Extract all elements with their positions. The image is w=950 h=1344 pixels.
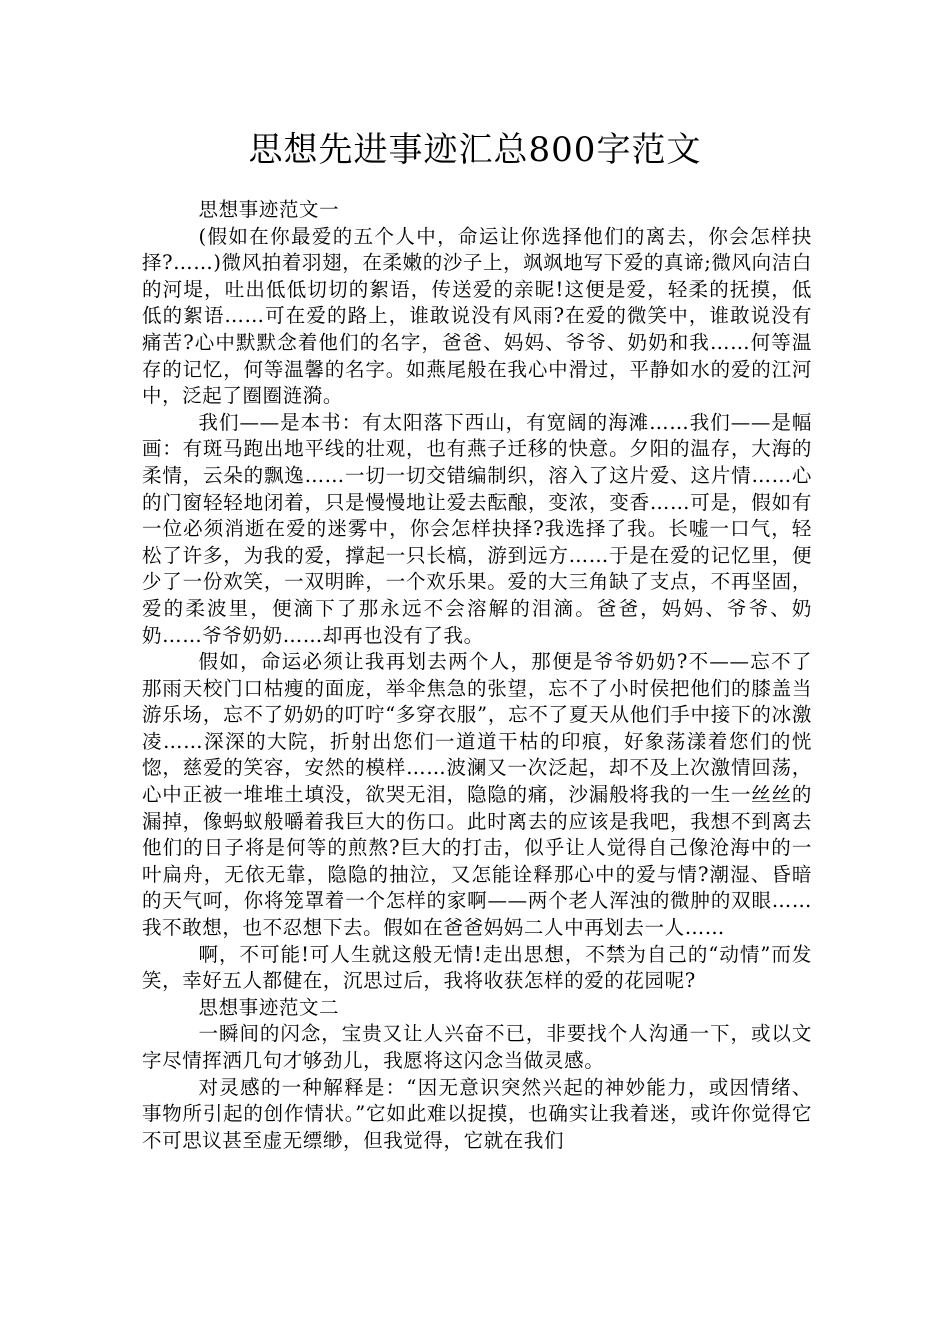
paragraph: 对灵感的一种解释是：“因无意识突然兴起的神妙能力，或因情绪、事物所引起的创作情状。”它如此难以捉摸，也确实让我着迷，或许你觉得它不可思议甚至虚无缥缈，但我觉得，它就在我们 — [142, 1075, 812, 1152]
paragraph: (假如在你最爱的五个人中，命运让你选择他们的离去，你会怎样抉择?……)微风拍着羽翅，在柔嫩的沙子上，飒飒地写下爱的真谛;微风向洁白的河堤，吐出低低切切的絮语，传送爱的亲昵!这便是爱，轻柔的抚摸，低低的絮语……可在爱的路上，谁敢说没有风雨?在爱的微笑中，谁敢说没有痛苦?心中默默念着他们的名字，爸爸、妈妈、爷爷、奶奶和我……何等温存的记忆，何等温馨的名字。如燕尾般在我心中滑过，平静如水的爱的江河中，泛起了圈圈涟漪。 — [142, 224, 812, 408]
paragraph: 我们——是本书：有太阳落下西山，有宽阔的海滩……我们——是幅画：有斑马跑出地平线的壮观，也有燕子迁移的快意。夕阳的温存，大海的柔情，云朵的飘逸……一切一切交错编制织，溶入了这片爱、这片情……心的门窗轻轻地闭着，只是慢慢地让爱去酝酿，变浓，变香……可是，假如有一位必须消逝在爱的迷雾中，你会怎样抉择?我选择了我。长嘘一口气，轻松了许多，为我的爱，撑起一只长槁，游到远方……于是在爱的记忆里，便少了一份欢笑，一双明眸，一个欢乐果。爱的大三角缺了支点，不再坚固，爱的柔波里，便滴下了那永远不会溶解的泪滴。爸爸，妈妈、爷爷、奶奶……爷爷奶奶……却再也没有了我。 — [142, 410, 812, 647]
paragraph: 一瞬间的闪念，宝贵又让人兴奋不已，非要找个人沟通一下，或以文字尽情挥洒几句才够劲儿，我愿将这闪念当做灵感。 — [142, 1022, 812, 1072]
paragraph: 啊，不可能!可人生就这般无情!走出思想，不禁为自己的“动情”而发笑，幸好五人都健在，沉思过后，我将收获怎样的爱的花园呢? — [142, 942, 812, 993]
section-heading-2: 思想事迹范文二 — [198, 995, 340, 1019]
paragraph: 假如，命运必须让我再划去两个人，那便是爷爷奶奶?不——忘不了那雨天校门口枯瘦的面庞，举伞焦急的张望，忘不了小时侯把他们的膝盖当游乐场，忘不了奶奶的叮咛“多穿衣服”，忘不了夏天从他们手中接下的冰激凌……深深的大院，折射出您们一道道干枯的印痕，好象荡漾着您们的恍惚，慈爱的笑容，安然的模样……波澜又一次泛起，却不及上次激情回荡，心中正被一堆堆土填没，欲哭无泪，隐隐的痛，沙漏般将我的一生一丝丝的漏掉，像蚂蚁般嚼着我巨大的伤口。此时离去的应该是我吧，我想不到离去他们的日子将是何等的煎熬?巨大的打击，似乎让人觉得自己像沧海中的一叶扁舟，无依无靠，隐隐的抽泣，又怎能诠释那心中的爱与情?潮湿、昏暗的天气呵，你将笼罩着一个怎样的家啊——两个老人浑浊的微肿的双眼……我不敢想，也不忍想下去。假如在爸爸妈妈二人中再划去一人…… — [142, 650, 812, 940]
section-heading-1: 思想事迹范文一 — [198, 198, 340, 221]
document-title: 思想先进事迹汇总800字范文 — [248, 130, 702, 170]
document-body — [142, 197, 812, 1154]
